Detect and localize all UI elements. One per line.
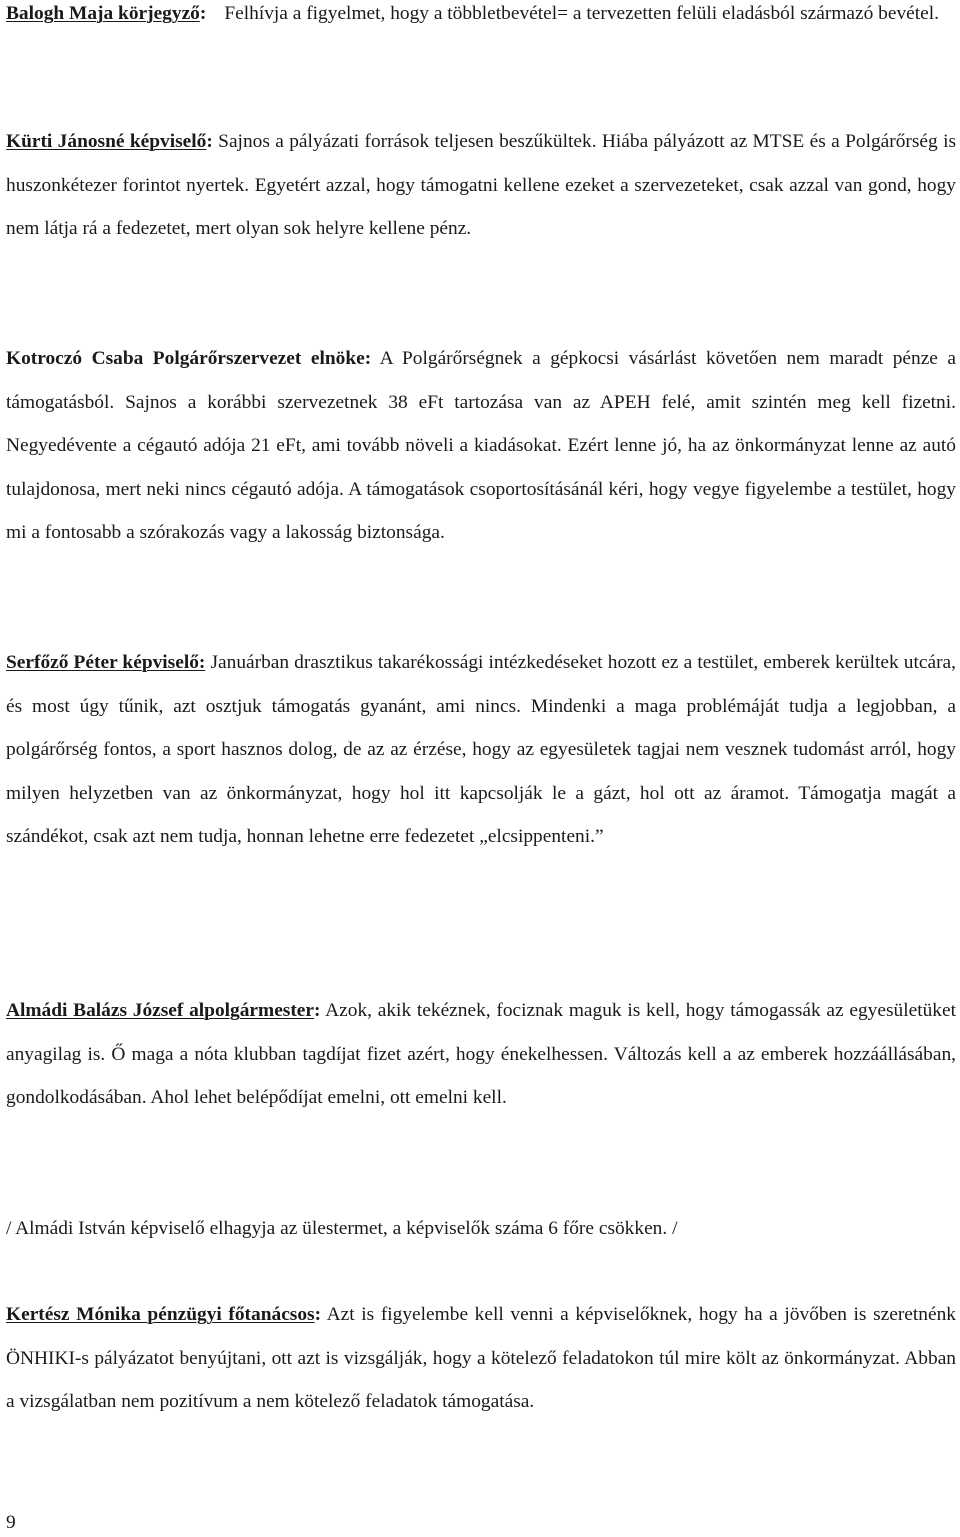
speaker-colon: : (206, 131, 213, 152)
paragraph-text: Sajnos a pályázati források teljesen beszűkültek. Hiába pályázott az MTSE és a Polgárőrség is huszonkétezer forintot nyertek. Egyetért azzal, hogy támogatni kellene ezeket a szervezeteket, csak azzal van gond, hogy nem látja rá a fedezetet, mert olyan sok helyre kellene pénz. (6, 131, 956, 240)
paragraph-kotroczo (6, 337, 956, 555)
paragraph-text: Januárban drasztikus takarékossági intézkedéseket hozott ez a testület, emberek kerültek utcára, és most úgy tűnik, azt osztjuk támogatás gyanánt, ami nincs. Mindenki a maga problémáját tudja a legjobban, a polgárőrség fontos, a sport hasznos dolog, de az az érzése, hogy az egyesületek tagjai nem vesznek tudomást arról, hogy milyen helyzetben van az önkormányzat, hogy hol itt kapcsolják le a gázt, hol ott az áramot. Támogatja magát a szándékot, csak azt nem tudja, honnan lehetne erre fedezetet „elcsippenteni.” (6, 652, 956, 848)
paragraph-serfozo (6, 641, 956, 859)
speaker-name: Balogh Maja körjegyző (6, 3, 200, 24)
paragraph-procedural-note (6, 1207, 956, 1251)
speaker-colon: : (314, 1304, 322, 1325)
speaker-name: Kürti Jánosné képviselő (6, 131, 207, 152)
paragraph-text: Azt is figyelembe kell venni a képviselőknek, hogy ha a jövőben is szeretnénk ÖNHIKI-s pályázatot benyújtani, ott azt is vizsgálják, hogy a kötelező feladatokon túl mire költ az önkormányzat. Abban a vizsgálatban nem pozitívum a nem kötelező feladatok támogatása. (6, 1304, 956, 1413)
paragraph-text: / Almádi István képviselő elhagyja az ülestermet, a képviselők száma 6 főre csökken. / (6, 1218, 678, 1239)
paragraph-kurti (6, 120, 956, 251)
paragraph-almadi-balazs (6, 989, 956, 1120)
paragraph-text: Felhívja a figyelmet, hogy a többletbevétel= a tervezetten felüli eladásból származó bevétel. (224, 3, 939, 24)
speaker-colon: : (314, 1000, 321, 1021)
paragraph-text: A Polgárőrségnek a gépkocsi vásárlást követően nem maradt pénze a támogatásból. Sajnos a korábbi szervezetnek 38 eFt tartozása van az APEH felé, amit szintén meg kell fizetni. Negyedévente a cégautó adója 21 eFt, ami tovább növeli a kiadásokat. Ezért lenne jó, ha az önkormányzat lenne az autó tulajdonosa, mert neki nincs cégautó adója. A támogatások csoportosításánál kéri, hogy vegye figyelembe a testület, hogy mi a fontosabb a szórakozás vagy a lakosság biztonsága. (6, 348, 957, 544)
speaker-name: Kertész Mónika pénzügyi főtanácsos (6, 1304, 315, 1325)
speaker-name: Almádi Balázs József alpolgármester (6, 1000, 315, 1021)
speaker-colon: : (199, 3, 207, 24)
speaker-name: Serfőző Péter képviselő: (6, 652, 206, 673)
paragraph-korjegyzo (6, 0, 956, 36)
page-number: 9 (6, 1512, 16, 1533)
paragraph-kertesz (6, 1293, 956, 1424)
paragraph-text: Azok, akik tekéznek, fociznak maguk is kell, hogy támogassák az egyesületüket anyagilag is. Ő maga a nóta klubban tagdíjat fizet azért, hogy énekelhessen. Változás kell a az emberek hozzáállásában, gondolkodásában. Ahol lehet belépődíjat emelni, ott emelni kell. (6, 1000, 956, 1109)
speaker-name: Kotroczó Csaba Polgárőrszervezet elnöke: (6, 348, 372, 369)
